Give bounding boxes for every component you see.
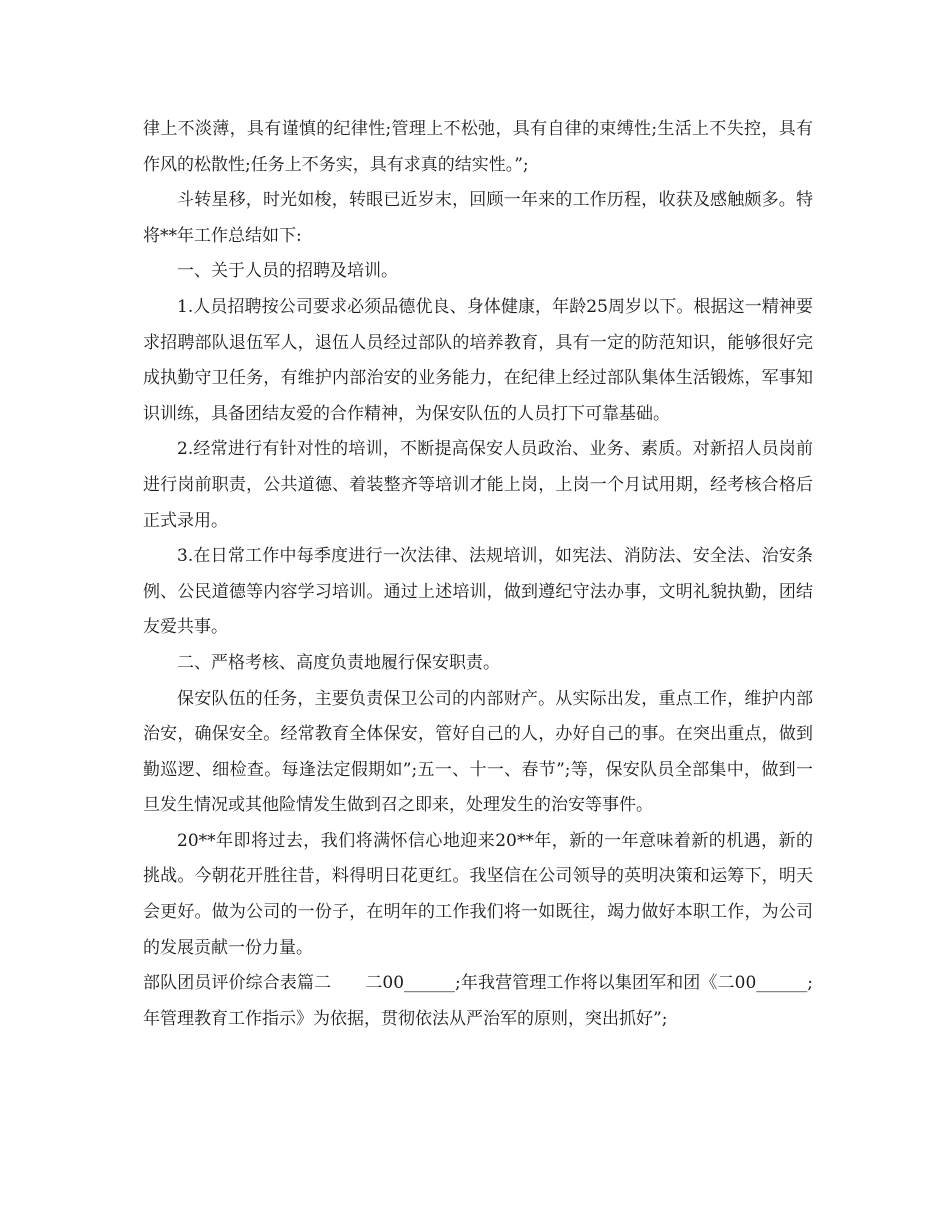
paragraph: 斗转星移，时光如梭，转眼已近岁末，回顾一年来的工作历程，收获及感触颇多。特将**年工作总结如下:: [143, 190, 813, 246]
article-heading: 部队团员评价综合表篇二: [143, 973, 332, 994]
paragraph: 3.在日常工作中每季度进行一次法律、法规培训，如宪法、消防法、安全法、治安条例、公民道德等内容学习培训。通过上述培训，做到遵纪守法办事，文明礼貌执勤，团结友爱共事。: [143, 546, 813, 638]
paragraph: 2.经常进行有针对性的培训，不断提高保安人员政治、业务、素质。对新招人员岗前进行岗前职责，公共道德、着装整齐等培训才能上岗，上岗一个月试用期，经考核合格后正式录用。: [143, 439, 813, 531]
section-heading: 二、严格考核、高度负责地履行保安职责。: [177, 652, 500, 673]
paragraph: 20**年即将过去，我们将满怀信心地迎来20**年，新的一年意味着新的机遇，新的挑战。今朝花开胜往昔，料得明日花更红。我坚信在公司领导的英明决策和运筹下，明天会更好。做为公司的一份子，在明年的工作我们将一如既往，竭力做好本职工作，为公司的发展贡献一份力量。: [143, 830, 813, 958]
section-heading: 一、关于人员的招聘及培训。: [177, 261, 398, 282]
paragraph: 律上不淡薄，具有谨慎的纪律性;管理上不松弛，具有自律的束缚性;生活上不失控，具有作风的松散性;任务上不务实，具有求真的结实性。”;: [143, 119, 813, 175]
document-page: [143, 112, 813, 1037]
paragraph: 1.人员招聘按公司要求必须品德优良、身体健康，年龄25周岁以下。根据这一精神要求招聘部队退伍军人，退伍人员经过部队的培养教育，具有一定的防范知识，能够很好完成执勤守卫任务，有维护内部治安的业务能力，在纪律上经过部队集体生活锻炼，军事知识训练，具备团结友爱的合作精神，为保安队伍的人员打下可靠基础。: [143, 296, 813, 424]
article-intro-text: 二00______;年我营管理工作将以集团军和团《二00______;年管理教育工作指示》为依据，贯彻依法从严治军的原则，突出抓好”;: [143, 973, 813, 1029]
final-paragraph: [143, 966, 813, 1037]
paragraph: 保安队伍的任务，主要负责保卫公司的内部财产。从实际出发，重点工作，维护内部治安，确保安全。经常教育全体保安，管好自己的人，办好自己的事。在突出重点，做到勤巡逻、细检查。每逢法定假期如”;五一、十一、春节”;等，保安队员全部集中，做到一旦发生情况或其他险情发生做到召之即来，处理发生的治安等事件。: [143, 688, 813, 816]
